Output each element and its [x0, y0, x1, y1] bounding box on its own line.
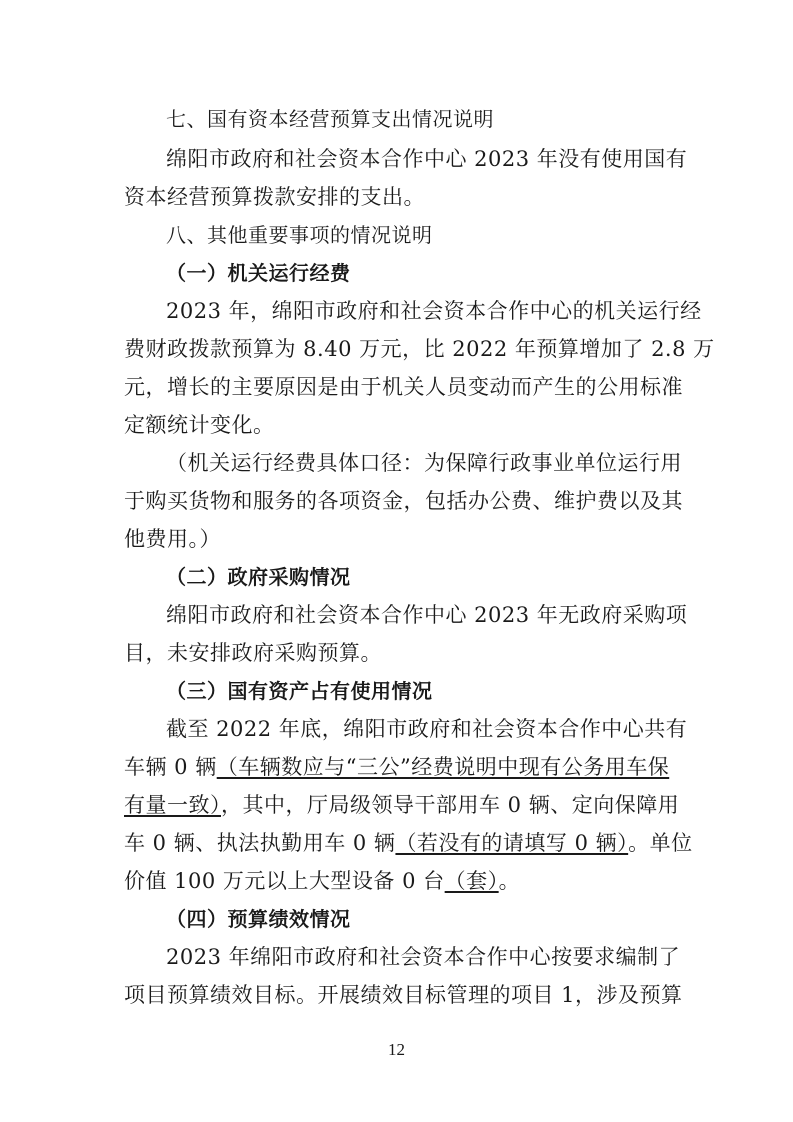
subsection-2-heading: （二）政府采购情况 [166, 565, 351, 589]
subsection-4-line-2: 项目预算绩效目标。开展绩效目标管理的项目 1，涉及预算 [124, 983, 683, 1007]
subsection-3-line-2 [124, 755, 669, 779]
fill-zero-note: （若没有的请填写 0 辆） [395, 831, 629, 855]
subsection-3-line-4 [124, 831, 693, 855]
section-7-text-line-1: 绵阳市政府和社会资本合作中心 2023 年没有使用国有 [166, 147, 688, 171]
subsection-4-heading: （四）预算绩效情况 [166, 907, 351, 931]
vehicle-count-text: 车辆 0 辆 [124, 755, 217, 779]
vehicle-count-note-cont: 有量一致） [124, 793, 221, 817]
subsection-1-line-1: 2023 年，绵阳市政府和社会资本合作中心的机关运行经 [166, 299, 702, 323]
subsection-1-line-4: 定额统计变化。 [124, 413, 275, 437]
subsection-3-heading: （三）国有资产占有使用情况 [166, 679, 433, 703]
section-7-heading: 七、国有资本经营预算支出情况说明 [166, 107, 494, 131]
subsection-2-line-1: 绵阳市政府和社会资本合作中心 2023 年无政府采购项 [166, 603, 688, 627]
unit-text: 。单位 [628, 831, 693, 855]
subsection-1-line-3: 元，增长的主要原因是由于机关人员变动而产生的公用标准 [124, 375, 683, 399]
subsection-2-line-2: 目，未安排政府采购预算。 [124, 641, 382, 665]
section-8-heading: 八、其他重要事项的情况说明 [166, 223, 433, 247]
vehicle-count-note: （车辆数应与“三公”经费说明中现有公务用车保 [216, 755, 670, 779]
law-enforcement-vehicle-text: 车 0 辆、执法执勤用车 0 辆 [124, 831, 396, 855]
official-vehicle-text: ，其中，厅局级领导干部用车 0 辆、定向保障用 [221, 793, 680, 817]
subsection-1-heading: （一）机关运行经费 [166, 261, 351, 285]
period: 。 [498, 869, 521, 893]
subsection-4-line-1: 2023 年绵阳市政府和社会资本合作中心按要求编制了 [166, 945, 681, 969]
subsection-3-line-5 [124, 869, 520, 893]
large-equipment-text: 价值 100 万元以上大型设备 0 台 [124, 869, 445, 893]
subsection-1-note-line-3: 他费用。） [124, 527, 221, 551]
subsection-1-note-line-1: （机关运行经费具体口径：为保障行政事业单位运行用 [166, 451, 682, 475]
section-7-text-line-2: 资本经营预算拨款安排的支出。 [124, 185, 425, 209]
subsection-1-note-line-2: 于购买货物和服务的各项资金，包括办公费、维护费以及其 [124, 489, 683, 513]
set-note: （套） [444, 869, 499, 893]
subsection-3-line-1: 截至 2022 年底，绵阳市政府和社会资本合作中心共有 [166, 717, 688, 741]
subsection-1-line-2: 费财政拨款预算为 8.40 万元，比 2022 年预算增加了 2.8 万 [124, 337, 715, 361]
subsection-3-line-3 [124, 793, 679, 817]
page-number: 12 [388, 1040, 405, 1059]
